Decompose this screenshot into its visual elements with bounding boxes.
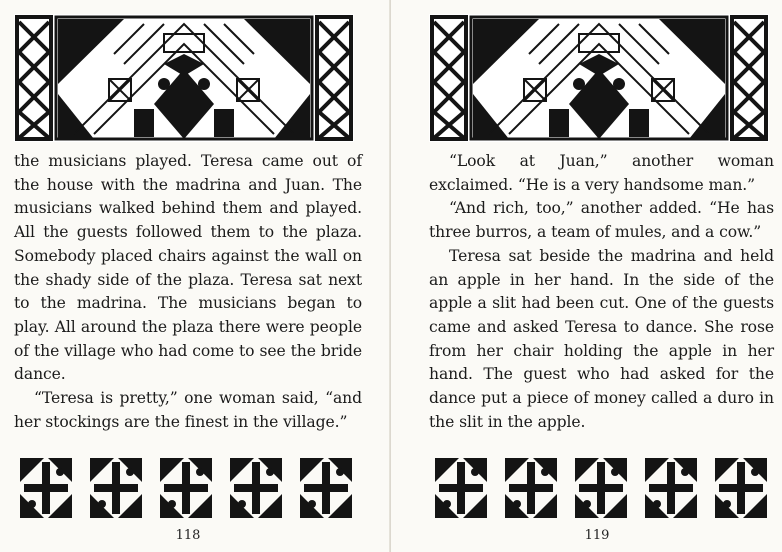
footer-ornament-left (14, 452, 358, 524)
footer-ornament-right (429, 452, 773, 524)
right-paragraph-1: “Look at Juan,” another woman exclaimed. “He is a very handsome man.” (429, 152, 774, 194)
motif-1 (18, 456, 74, 520)
left-page-body (14, 150, 362, 434)
left-paragraph-1: the musicians played. Teresa came out of the house with the madrina and Juan. The musicians walked behind them and played. All the guests followed them to the plaza. Somebody placed chairs against the wall on the shady side of the plaza. Teresa sat next to the madrina. The musicians began to play. All around the plaza there were people of the village who had come to see the bride dance. (14, 152, 362, 384)
right-page-body (429, 150, 774, 434)
right-paragraph-3: Teresa sat beside the madrina and held an apple in her hand. In the side of the apple a slit had been cut. One of the guests came and asked Teresa to dance. She rose from her chair holding the apple in her hand. The guest who had asked for the dance put a piece of money called a duro in the slit in the apple. (429, 246, 774, 431)
left-paragraph-2: “Teresa is pretty,” one woman said, “and her stockings are the finest in the village.” (14, 389, 362, 431)
page-number-left: 118 (175, 528, 201, 543)
woodcut-header-pattern (14, 14, 354, 142)
header-ornament-left (14, 14, 354, 142)
header-ornament-right (429, 14, 769, 142)
woodcut-footer-pattern (429, 452, 773, 524)
right-page (391, 0, 782, 552)
woodcut-footer-pattern (14, 452, 358, 524)
right-paragraph-2: “And rich, too,” another added. “He has three burros, a team of mules, and a cow.” (429, 199, 774, 242)
page-number-right: 119 (584, 528, 610, 543)
woodcut-header-pattern (429, 14, 769, 142)
